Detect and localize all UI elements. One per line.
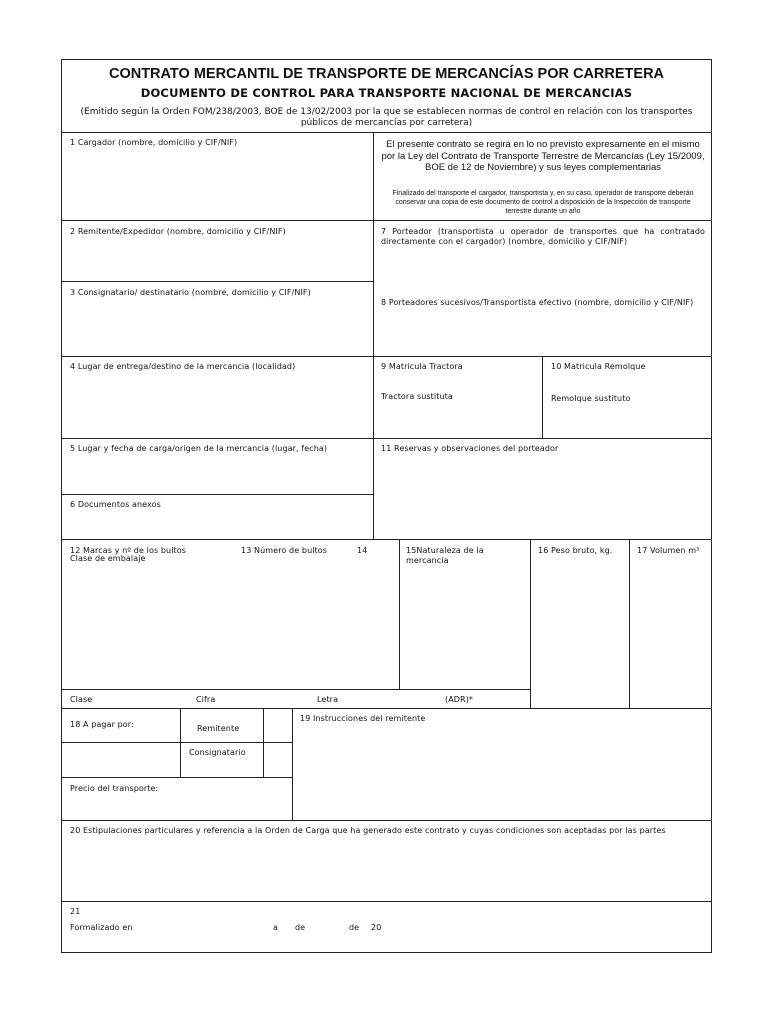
divider bbox=[292, 708, 293, 820]
divider bbox=[61, 220, 712, 221]
field-7-porteador[interactable]: 7 Porteador (transportista u operador de transportes que ha contratado directamente con el cargador) (nombre, domicilio y CIF/NIF) bbox=[381, 227, 705, 246]
field-16-peso-bruto[interactable]: 16 Peso bruto, kg. bbox=[538, 546, 613, 555]
divider bbox=[373, 132, 374, 539]
letra-label: Letra bbox=[317, 695, 339, 704]
precio-transporte[interactable]: Precio del transporte: bbox=[70, 784, 159, 793]
divider bbox=[61, 356, 712, 357]
field-5-lugar-carga[interactable]: 5 Lugar y fecha de carga/origen de la mercancia (lugar, fecha) bbox=[70, 444, 328, 453]
adr-label: (ADR)* bbox=[445, 695, 474, 704]
field-19-instrucciones[interactable]: 19 Instrucciones del remitente bbox=[300, 714, 426, 723]
consignatario-option[interactable]: Consignatario bbox=[189, 748, 246, 757]
field-11-reservas[interactable]: 11 Reservas y observaciones del porteador bbox=[381, 444, 559, 453]
field-20-estipulaciones[interactable]: 20 Estipulaciones particulares y referencia a la Orden de Carga que ha generado este contrato y cuyas condiciones son aceptadas por las partes bbox=[70, 826, 666, 835]
field-21: 21 bbox=[70, 907, 81, 916]
legal-text: El presente contrato se regirá en lo no previsto expresamente en el mismo por la Ley del Contrato de Transporte Terrestre de Mercancías (Ley 15/2009, BOE de 12 de Noviembre) y sus leyes complementarias bbox=[381, 139, 705, 173]
field-17-volumen[interactable]: 17 Volumen m³ bbox=[637, 546, 700, 555]
field-12-clase-embalaje[interactable]: Clase de embalaje bbox=[70, 554, 146, 563]
field-15-naturaleza[interactable]: 15Naturaleza de la mercancia bbox=[406, 546, 484, 565]
formalizado-en[interactable]: Formalizado en bbox=[70, 923, 133, 932]
field-13-numero-bultos[interactable]: 13 Número de bultos bbox=[241, 546, 328, 555]
divider bbox=[61, 901, 712, 902]
divider bbox=[542, 356, 543, 438]
form-subtitle: DOCUMENTO DE CONTROL PARA TRANSPORTE NACIONAL DE MERCANCIAS bbox=[140, 86, 633, 100]
divider bbox=[61, 281, 373, 282]
divider bbox=[263, 708, 264, 777]
field-12-marcas[interactable]: 12 Marcas y nº de los bultos bbox=[70, 546, 187, 555]
date-a: a bbox=[273, 923, 279, 932]
divider bbox=[61, 708, 712, 709]
form-title: CONTRATO MERCANTIL DE TRANSPORTE DE MERCANCÍAS POR CARRETERA bbox=[108, 66, 665, 82]
date-de-1: de bbox=[295, 923, 306, 932]
field-6-documentos[interactable]: 6 Documentos anexos bbox=[70, 500, 161, 509]
field-10-remolque-sustituto[interactable]: Remolque sustituto bbox=[551, 394, 631, 403]
legal-small-text: Finalizado del transporte el cargador, transportista y, en su caso, operador de transporte deberán conservar una copia de este documento de control a disposición de la Inspección de transporte terrestre durante un año bbox=[392, 190, 694, 215]
field-4-lugar-entrega[interactable]: 4 Lugar de entrega/destino de la mercancia (localidad) bbox=[70, 362, 296, 371]
date-de-2: de bbox=[349, 923, 360, 932]
field-2-remitente[interactable]: 2 Remitente/Expedidor (nombre, domicilio y CIF/NIF) bbox=[70, 227, 286, 236]
divider bbox=[61, 820, 712, 821]
divider bbox=[61, 689, 531, 690]
divider bbox=[61, 539, 712, 540]
divider bbox=[530, 539, 531, 708]
field-10-matricula-remolque[interactable]: 10 Matricula Remolque bbox=[551, 362, 646, 371]
field-3-consignatario[interactable]: 3 Consignatario/ destinatario (nombre, domicilio y CIF/NIF) bbox=[70, 288, 311, 297]
field-9-tractora-sustituta[interactable]: Tractora sustituta bbox=[381, 392, 453, 401]
divider bbox=[61, 494, 373, 495]
clase-label: Clase bbox=[70, 695, 93, 704]
divider bbox=[61, 132, 712, 133]
divider bbox=[61, 438, 712, 439]
cifra-label: Cifra bbox=[196, 695, 216, 704]
field-9-matricula-tractora[interactable]: 9 Matricula Tractora bbox=[381, 362, 463, 371]
divider bbox=[629, 539, 630, 708]
remitente-option[interactable]: Remitente bbox=[197, 724, 240, 733]
divider bbox=[180, 708, 181, 777]
field-1-cargador[interactable]: 1 Cargador (nombre, domicilio y CIF/NIF) bbox=[70, 138, 238, 147]
divider bbox=[399, 539, 400, 689]
field-14[interactable]: 14 bbox=[357, 546, 368, 555]
date-year-20: 20 bbox=[371, 923, 382, 932]
field-18-a-pagar-por: 18 A pagar por: bbox=[70, 720, 134, 729]
divider bbox=[61, 742, 292, 743]
field-8-porteadores[interactable]: 8 Porteadores sucesivos/Transportista efectivo (nombre, domicilio y CIF/NIF) bbox=[381, 298, 694, 307]
divider bbox=[61, 777, 292, 778]
form-note: (Emitido según la Orden FOM/238/2003, BOE de 13/02/2003 por la que se establecen normas de control en relación con los transportes públicos de mercancías por carretera) bbox=[80, 107, 693, 128]
